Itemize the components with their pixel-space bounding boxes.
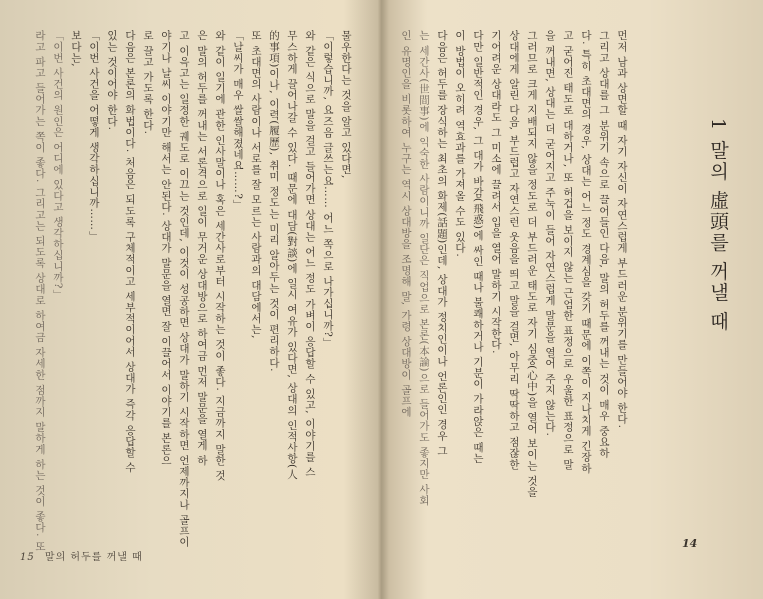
text-column: 다. 특히 초대면의 경우, 상대는 어느 정도 경계심을 갖기 때문에 이쪽이 지나치게 긴장하 (580, 30, 592, 474)
text-column: 「이렇습니까, 요즈음 글쓰는요…… 어느 쪽으로 나가십니까?」 (322, 30, 334, 349)
text-column: 的事項)이나, 이력(履歷), 취미 정도는 미리 알아두는 것이 편리하다. (268, 30, 280, 373)
text-column: 「날씨가 매우 쌀쌀해졌네요……?」 (232, 30, 244, 211)
text-column: 라고 파고 들어가는 쪽이 좋다. 그리고는 되도록 상대로 하여금 자세한 점까지 말하게 하는 것이 좋다. 또 (34, 30, 46, 553)
text-column: 그러므로 크게 지배되지 않을 정도로 더 부드러운 태도로 자기 심중(心中)을 열어 보이는 것을 (526, 30, 538, 498)
text-column: 상대에게 알린 다음, 부드럽고 자연스런 웃음을 띄고 말을 걸면, 아무리 딱딱하고 점잖한 (508, 30, 520, 470)
text-column: 고 굳어진 태도로 대하거나, 또 허겁을 보이지 않는 근엄한 표정으로 우울한 표정으로 말 (562, 30, 574, 470)
text-column: 그리고 상대를 그 분위기 속으로 끌어들인 다음, 말의 허두를 꺼내는 것이 매우 중요하 (598, 30, 610, 459)
running-title: 말의 허두를 꺼낼 때 (44, 552, 143, 563)
text-column: 고 이윽고는 일정한 궤도로 이끄는 것인데, 이것이 성공하면 상대가 말하기 시작하면 언제까지나 골프이 (178, 30, 190, 548)
left-page (0, 0, 380, 599)
text-column: 이 방법이 오히려 역효과를 가져올 수도 있다. (454, 30, 466, 258)
text-column: 와 같은 식으로 말을 걸고 들어가면 상대는 어느 정도 가벼이 응답할 수 있고, 이야기를 스 (304, 30, 316, 478)
chapter-title: 1 말의 虛頭를 꺼낼 때 (707, 118, 729, 333)
text-column: 기어려운 상대라도 그 미소에 끌려서 입을 열어 말하기 시작한다. (490, 30, 502, 355)
text-column: 와 같이 일기에 관한 인사말이나 혹은 세간사로부터 시작하는 것이 좋다. 지금까지 말한 것 (214, 30, 226, 481)
text-column: 야기나 날씨 이야기만 해서는 안된다. 상대가 말문을 열면 잘 이끌어서 이야기를 본론으 (160, 30, 172, 466)
right-page (382, 0, 763, 599)
text-column: 은 말의 허두를 꺼내는 서론격으로 일이 무거운 상대방으로 하여금 먼저 말문을 열게 하 (196, 30, 208, 466)
text-column: 로 끌고 가도록 한다. (142, 30, 154, 135)
text-column: 「이번 사건의 원인은 어디에 있다고 생각하십니까?」 (52, 30, 64, 301)
page-number: 15 (20, 552, 35, 563)
text-column: 다만 일반적인 경우, 그 대가 바감(飛惑)에 싸인 때나 불쾌하거나 기분이 가라앉은 때는 (472, 30, 484, 465)
text-column: 보다는, (70, 30, 82, 68)
text-column: 을 꺼내면, 상대는 더 굳어지고 주눅이 들어 자연스럽게 말문을 열어 주지 않는다. (544, 30, 556, 437)
text-column: 먼저 남과 상면할 때 자기 자신이 자연스럽게 부드러운 분위기를 만들어야 한다. (616, 30, 628, 429)
page-number: 14 (682, 537, 698, 550)
text-column: 다음은 본론의 화법이다. 처음은 되도록 구체적이고 세부적이어서 상대가 즉각 응답할 수 (124, 30, 136, 473)
text-column: 있는 것이어야 한다. (106, 30, 118, 131)
text-column: 또 초대면의 사람이나 서로를 잘 모르는 사람과의 대담에서는, (250, 30, 262, 340)
text-column: 는 세간사(世間事)에 익숙한 사람이니까 일단은 직업으로 본론(本論)으로 들어가도 좋지만 사회 (418, 30, 430, 507)
text-column: 무스하게 끌어나갈 수 있다. 때문에 대담(對談)에 일시 여유가 있다면, 상대의 인적사항(人 (286, 30, 298, 480)
text-column: 인 유명인을 비롯하여 누구는 역시 상대방을 조명해 말, 가령 상대방이 골프에 (400, 30, 412, 418)
text-column: 다음은 허두를 장식하는 최초의 화제(話題)인데, 상대가 정치인이나 언론인인 경우 그 (436, 30, 448, 457)
text-column: 「이번 사건을 어떻게 생각하십니까……」 (88, 30, 100, 242)
running-footer (20, 548, 143, 563)
text-column: 물우한다는 것을 알고 있다면, (340, 30, 352, 179)
